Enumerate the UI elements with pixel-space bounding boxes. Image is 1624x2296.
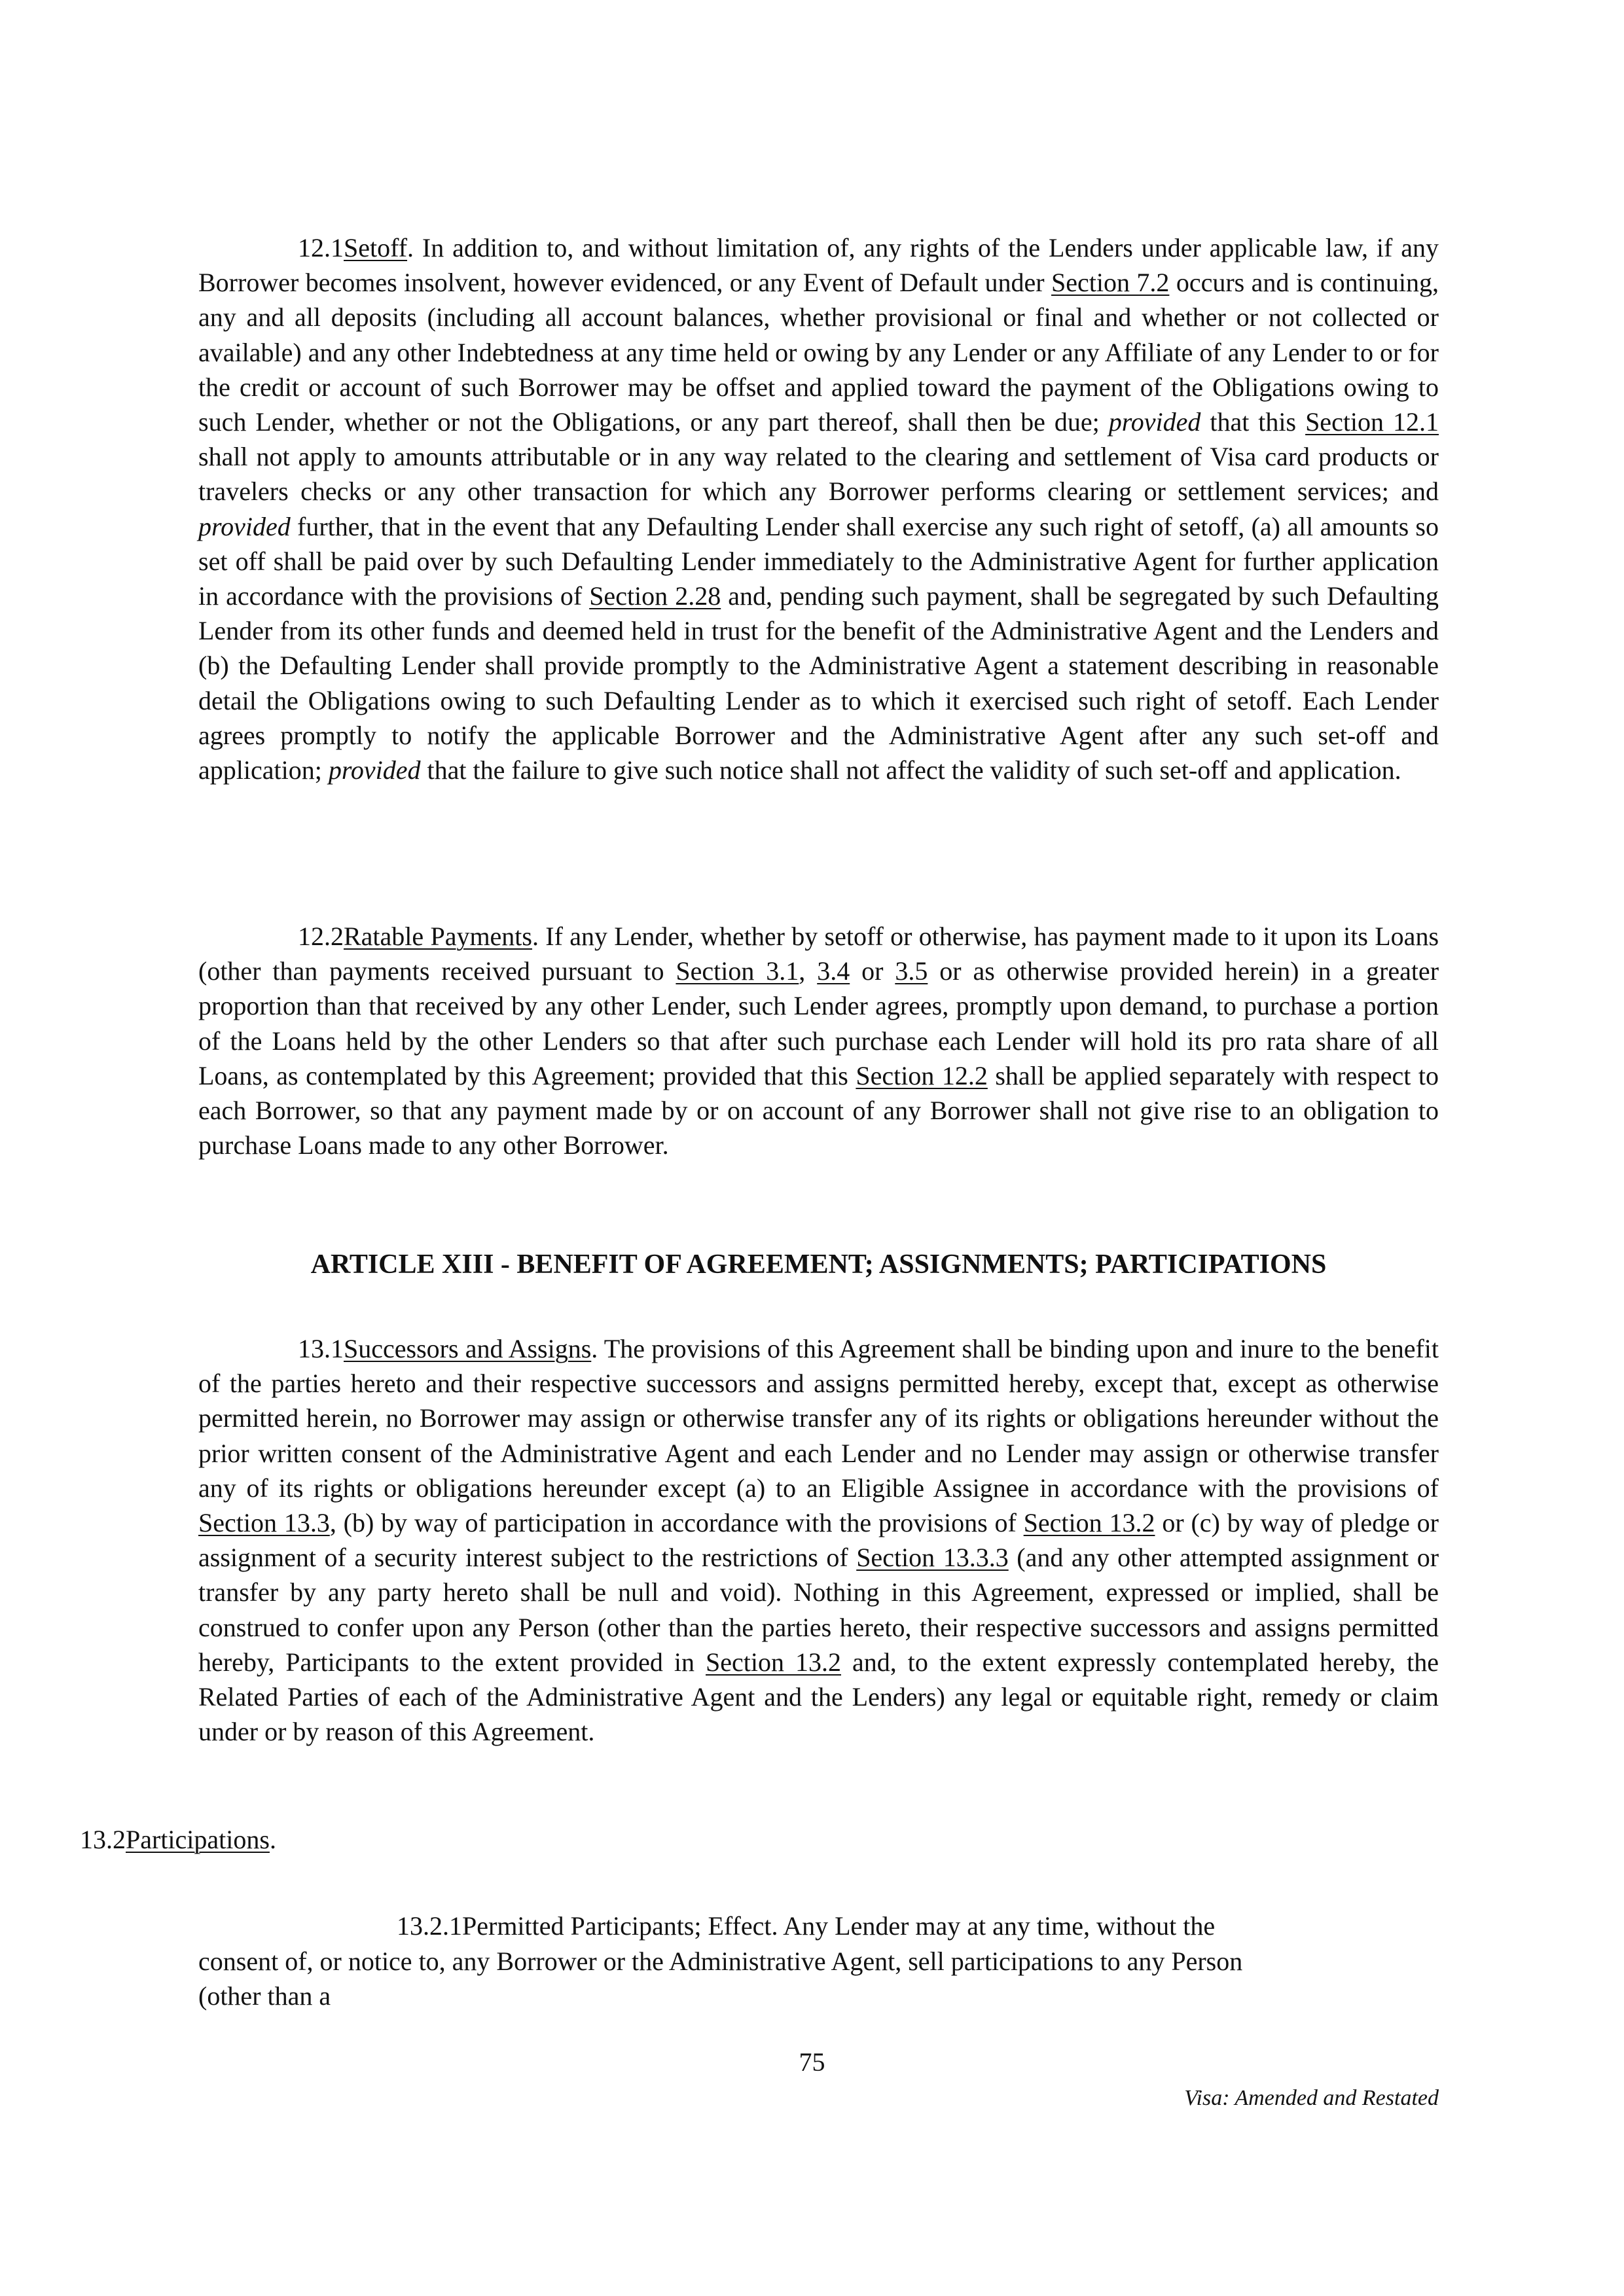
text-line: (other than a	[198, 1981, 331, 2011]
page-number: 75	[799, 2047, 825, 2077]
cross-reference: 3.4	[817, 956, 850, 986]
italic-term: provided	[198, 511, 291, 541]
cross-reference: Section 13.2	[1023, 1508, 1155, 1538]
italic-term: provided	[328, 755, 421, 785]
section-13-2-1-paragraph	[198, 1909, 1439, 2014]
section-title: Successors and Assigns	[344, 1334, 592, 1363]
section-title: Participations	[126, 1825, 270, 1854]
italic-term: provided	[1108, 407, 1201, 437]
cross-reference: Section 13.2	[706, 1647, 841, 1677]
cross-reference: Section 12.1	[1305, 407, 1439, 437]
section-number: 13.1	[298, 1334, 344, 1363]
text-line: 13.2.1Permitted Participants; Effect. Any Lender may at any time, without the	[397, 1911, 1216, 1941]
cross-reference: Section 2.28	[589, 581, 721, 611]
section-13-2-heading: 13.2Participations.	[80, 1825, 276, 1854]
article-heading: ARTICLE XIII - BENEFIT OF AGREEMENT; ASSIGNMENTS; PARTICIPATIONS	[310, 1249, 1327, 1280]
cross-reference: 3.5	[895, 956, 928, 986]
section-12-1-paragraph: 12.1Setoff. In addition to, and without limitation of, any rights of the Lenders under applicable law, if any Borrower becomes insolvent, however evidenced, or any Event of Default under Section 7.2 occurs and is continuing, any and all deposits (including all account balances, whether provisional or final and whether or not collected or available) and any other Indebtedness at any time held or owing by any Lender or any Affiliate of any Lender to or for the credit or account of such Borrower may be offset and applied toward the payment of the Obligations owing to such Lender, whether or not the Obligations, or any part thereof, shall then be due; provided that this Section 12.1 shall not apply to amounts attributable or in any way related to the clearing and settlement of Visa card products or travelers checks or any other transaction for which any Borrower performs clearing or settlement services; and provided further, that in the event that any Defaulting Lender shall exercise any such right of setoff, (a) all amounts so set off shall be paid over by such Defaulting Lender immediately to the Administrative Agent for further application in accordance with the provisions of Section 2.28 and, pending such payment, shall be segregated by such Defaulting Lender from its other funds and deemed held in trust for the benefit of the Administrative Agent and the Lenders and (b) the Defaulting Lender shall provide promptly to the Administrative Agent a statement describing in reasonable detail the Obligations owing to such Defaulting Lender as to which it exercised such right of setoff. Each Lender agrees promptly to notify the applicable Borrower and the Administrative Agent after any such set-off and application; provided that the failure to give such notice shall not affect the validity of such set-off and application.	[198, 233, 1439, 785]
cross-reference: Section 13.3	[198, 1508, 330, 1538]
footer-note: Visa: Amended and Restated	[1184, 2086, 1439, 2110]
section-number: 13.2.1	[397, 1911, 462, 1941]
cross-reference: Section 13.3.3	[856, 1543, 1009, 1573]
text-line: consent of, or notice to, any Borrower or the Administrative Agent, sell participations to any Person	[198, 1946, 1243, 1976]
cross-reference: Section 3.1	[676, 956, 799, 986]
section-title: Setoff	[344, 233, 408, 262]
cross-reference: Section 7.2	[1051, 268, 1170, 298]
section-number: 13.2	[80, 1825, 126, 1854]
cross-reference: Section 12.2	[856, 1060, 988, 1090]
section-number: 12.1	[298, 233, 344, 262]
section-number: 12.2	[298, 922, 344, 951]
section-12-2-paragraph: 12.2Ratable Payments. If any Lender, whether by setoff or otherwise, has payment made to it upon its Loans (other than payments received pursuant to Section 3.1, 3.4 or 3.5 or as otherwise provided herein) in a greater proportion than that received by any other Lender, such Lender agrees, promptly upon demand, to purchase a portion of the Loans held by the other Lenders so that after such purchase each Lender will hold its pro rata share of all Loans, as contemplated by this Agreement; provided that this Section 12.2 shall be applied separately with respect to each Borrower, so that any payment made by or on account of any Borrower shall not give rise to an obligation to purchase Loans made to any other Borrower.	[198, 922, 1439, 1160]
section-13-1-paragraph: 13.1Successors and Assigns. The provisions of this Agreement shall be binding upon and inure to the benefit of the parties hereto and their respective successors and assigns permitted hereby, except that, except as otherwise permitted herein, no Borrower may assign or otherwise transfer any of its rights or obligations hereunder without the prior written consent of the Administrative Agent and each Lender and no Lender may assign or otherwise transfer any of its rights or obligations hereunder except (a) to an Eligible Assignee in accordance with the provisions of Section 13.3, (b) by way of participation in accordance with the provisions of Section 13.2 or (c) by way of pledge or assignment of a security interest subject to the restrictions of Section 13.3.3 (and any other attempted assignment or transfer by any party hereto shall be null and void). Nothing in this Agreement, expressed or implied, shall be construed to confer upon any Person (other than the parties hereto, their respective successors and assigns permitted hereby, Participants to the extent provided in Section 13.2 and, to the extent expressly contemplated hereby, the Related Parties of each of the Administrative Agent and the Lenders) any legal or equitable right, remedy or claim under or by reason of this Agreement.	[198, 1334, 1439, 1747]
section-title: Ratable Payments	[344, 922, 532, 951]
